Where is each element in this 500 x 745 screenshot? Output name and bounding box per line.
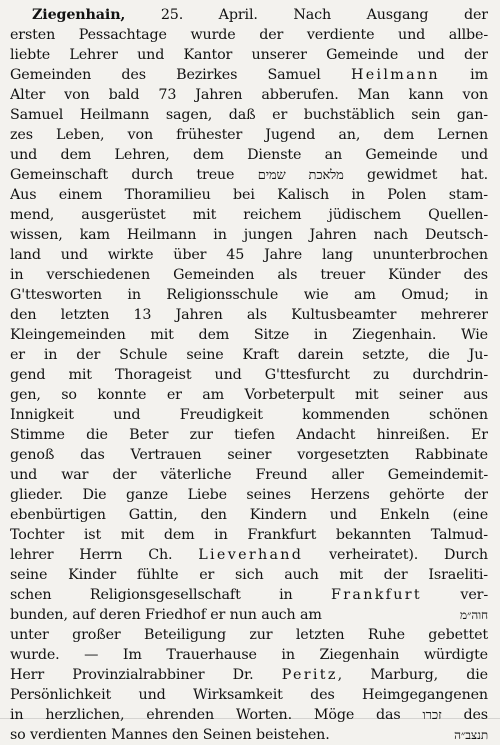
line-text: Stimme die Beter zur tiefen Andacht hinreißen. Er bbox=[10, 427, 488, 443]
article-line bbox=[10, 405, 488, 425]
article-line bbox=[10, 145, 488, 165]
line-text: und dem Lehren, dem Dienste an Gemeinde und bbox=[10, 147, 488, 163]
article-line bbox=[10, 705, 488, 725]
article-line bbox=[10, 345, 488, 365]
article-line bbox=[10, 625, 488, 645]
spaced-name: Heilmann bbox=[350, 67, 440, 83]
article-line bbox=[10, 185, 488, 205]
line-text: ver- bbox=[421, 587, 488, 603]
article-line bbox=[10, 685, 488, 705]
line-text: ebenbürtigen Gattin, den Kindern und Enkeln (eine bbox=[10, 507, 488, 523]
hebrew-phrase: זכרו bbox=[422, 708, 442, 723]
line-text: und war der väterliche Freund aller Gemeindemit- bbox=[10, 467, 488, 483]
article-line bbox=[10, 545, 488, 565]
article-line bbox=[10, 725, 488, 745]
article-line bbox=[10, 45, 488, 65]
article-line bbox=[10, 385, 488, 405]
hebrew-phrase: מלאכת שמים bbox=[257, 168, 344, 183]
line-text: in herzlichen, ehrenden Worten. Möge das bbox=[10, 707, 423, 723]
line-text: mend, ausgerüstet mit reichem jüdischem Quellen- bbox=[10, 207, 488, 223]
article-line bbox=[10, 365, 488, 385]
line-text: liebte Lehrer und Kantor unserer Gemeinde und der bbox=[10, 47, 488, 63]
article-line bbox=[10, 645, 488, 665]
article-line bbox=[10, 585, 488, 605]
line-text: Gemeinschaft durch treue bbox=[10, 167, 258, 183]
article-line bbox=[10, 665, 488, 685]
line-text: land und wirkte über 45 Jahre lang ununterbrochen bbox=[10, 247, 488, 263]
line-text: im bbox=[439, 67, 488, 83]
article-line bbox=[10, 525, 488, 545]
line-text: schen Religionsgesellschaft in bbox=[10, 587, 332, 603]
line-text: Samuel Heilmann sagen, daß er buchstäblich sein gan- bbox=[10, 107, 488, 123]
line-text: , Marburg, die bbox=[337, 667, 488, 683]
line-text: ersten Pessachtage wurde der verdiente und allbe- bbox=[10, 27, 488, 43]
article-line bbox=[10, 325, 488, 345]
line-text: gewidmet hat. bbox=[343, 167, 488, 183]
line-text: wurde. — Im Trauerhause in Ziegenhain würdigte bbox=[10, 647, 488, 663]
line-text: wissen, kam Heilmann in jungen Jahren nach Deutsch- bbox=[10, 227, 488, 243]
line-text: Alter von bald 73 Jahren abberufen. Man kann von bbox=[10, 87, 488, 103]
line-text: so verdienten Mannes den Seinen beistehen. bbox=[10, 727, 330, 743]
spaced-name: Lieverhand bbox=[198, 547, 304, 563]
line-text: Herr Provinzialrabbiner Dr. bbox=[10, 667, 282, 683]
article-line bbox=[10, 25, 488, 45]
line-text: lehrer Herrn Ch. bbox=[10, 547, 199, 563]
article-line bbox=[10, 445, 488, 465]
article-line bbox=[10, 485, 488, 505]
line-text: Persönlichkeit und Wirksamkeit des Heimgegangenen bbox=[10, 687, 488, 703]
article-line bbox=[10, 245, 488, 265]
article-line bbox=[10, 305, 488, 325]
line-text: glieder. Die ganze Liebe seines Herzens gehörte der bbox=[10, 487, 488, 503]
line-text: G'ttesworten in Religionsschule wie am Omud; in bbox=[10, 287, 488, 303]
line-text: Innigkeit und Freudigkeit kommenden schönen bbox=[10, 407, 488, 423]
line-text: gend mit Thorageist und G'ttesfurcht zu durchdrin- bbox=[10, 367, 488, 383]
line-text: in verschiedenen Gemeinden als treuer Künder des bbox=[10, 267, 488, 283]
dateline-place: Ziegenhain, bbox=[32, 7, 126, 23]
article-line bbox=[10, 265, 488, 285]
article-line bbox=[10, 225, 488, 245]
line-text: unter großer Beteiligung zur letzten Ruhe gebettet bbox=[10, 627, 488, 643]
line-text: den letzten 13 Jahren als Kultusbeamter mehrerer bbox=[10, 307, 488, 323]
line-text: bunden, auf deren Friedhof er nun auch am bbox=[10, 607, 322, 623]
article-line bbox=[10, 5, 488, 25]
line-text: genoß das Vertrauen seiner vorgesetzten Rabbinate bbox=[10, 447, 488, 463]
hebrew-abbreviation: חוה״מ bbox=[460, 608, 488, 622]
line-text: des bbox=[441, 707, 488, 723]
article-line bbox=[10, 605, 488, 625]
article-line bbox=[10, 205, 488, 225]
bottom-rule bbox=[0, 718, 500, 719]
line-text: 25. April. Nach Ausgang der bbox=[125, 7, 488, 23]
obituary-article bbox=[10, 5, 488, 745]
line-text: Aus einem Thoramilieu bei Kalisch in Polen stam- bbox=[10, 187, 488, 203]
article-line bbox=[10, 165, 488, 185]
article-line bbox=[10, 285, 488, 305]
line-text: er in der Schule seine Kraft darein setzte, die Ju- bbox=[10, 347, 488, 363]
article-line bbox=[10, 565, 488, 585]
line-text: zes Leben, von frühester Jugend an, dem Lernen bbox=[10, 127, 488, 143]
hebrew-abbreviation: תנצב״ה bbox=[454, 728, 488, 742]
article-line bbox=[10, 465, 488, 485]
line-text: Gemeinden des Bezirkes Samuel bbox=[10, 67, 351, 83]
line-text: Kleingemeinden mit dem Sitze in Ziegenhain. Wie bbox=[10, 327, 488, 343]
line-text: verheiratet). Durch bbox=[303, 547, 488, 563]
article-line bbox=[10, 65, 488, 85]
line-text: Tochter ist mit dem in Frankfurt bekannten Talmud- bbox=[10, 527, 488, 543]
spaced-name: Peritz bbox=[281, 667, 338, 683]
article-line bbox=[10, 505, 488, 525]
article-line bbox=[10, 105, 488, 125]
article-line bbox=[10, 425, 488, 445]
spaced-name: Frankfurt bbox=[331, 587, 422, 603]
line-text: gen, so konnte er am Vorbeterpult mit seiner aus bbox=[10, 387, 488, 403]
line-text: seine Kinder fühlte er sich auch mit der Israeliti- bbox=[10, 567, 488, 583]
article-line bbox=[10, 85, 488, 105]
article-line bbox=[10, 125, 488, 145]
